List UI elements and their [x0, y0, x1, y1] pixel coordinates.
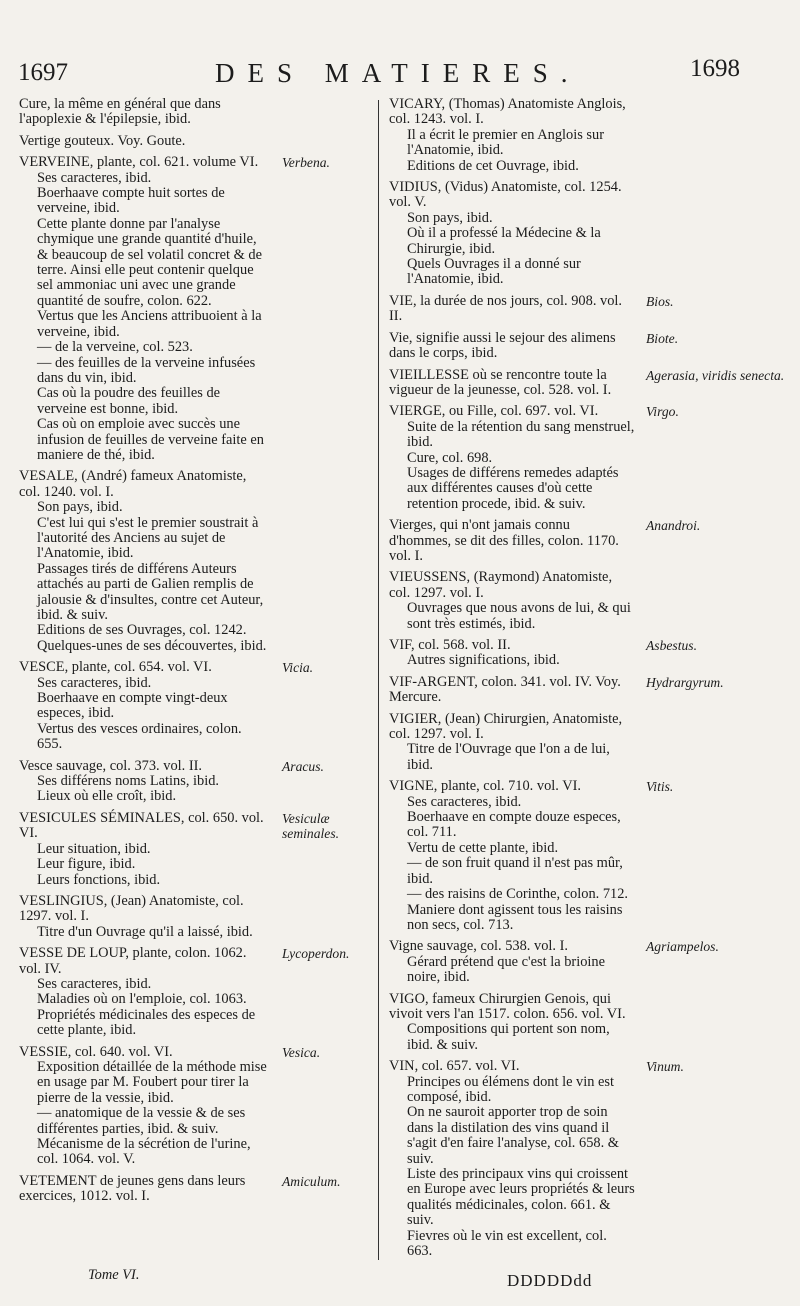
index-entry	[389, 712, 793, 774]
entry-heading: Vigne sauvage, col. 538. vol. I.	[389, 938, 568, 955]
entry-subitem: Compositions qui portent son nom, ibid. & suiv.	[407, 1021, 610, 1053]
entry-heading: VIERGE, ou Fille, col. 697. vol. VI.	[389, 403, 599, 420]
index-entry	[389, 992, 793, 1054]
latin-name: Agriampelos.	[646, 939, 719, 955]
right-column	[389, 97, 793, 1263]
column-divider	[378, 100, 379, 1260]
entry-subitem: Propriétés médicinales des especes de cette plante, ibid.	[37, 1006, 256, 1039]
entry-heading: VESICULES SÉMINALES, col. 650. vol. VI.	[19, 809, 264, 842]
index-entry	[19, 660, 377, 752]
entry-subitem: Passages tirés de différens Auteurs attachés au parti de Galien remplis de jalousie & d'insultes, contre cet Auteur, ibid. & suiv.	[37, 560, 264, 623]
index-entry	[389, 570, 793, 632]
entry-heading: Vesce sauvage, col. 373. vol. II.	[19, 757, 203, 774]
entry-heading: VESSE DE LOUP, plante, colon. 1062. vol. IV.	[19, 945, 247, 977]
entry-subitem: Suite de la rétention du sang menstruel, ibid.	[407, 418, 635, 451]
entry-heading: VESLINGIUS, (Jean) Anatomiste, col. 1297. vol. I.	[19, 892, 244, 925]
entry-subitem: Maladies où on l'emploie, col. 1063.	[37, 991, 247, 1008]
entry-heading: VIF, col. 568. vol. II.	[389, 637, 511, 653]
index-entry	[19, 946, 377, 1038]
index-entry	[389, 404, 793, 512]
volume-mark: Tome VI.	[88, 1267, 140, 1283]
entry-subitem: Mécanisme de la sécrétion de l'urine, col. 1064. vol. V.	[37, 1136, 251, 1168]
entry-subitem: Vertu de cette plante, ibid.	[407, 839, 559, 856]
entry-subitem: Vertus que les Anciens attribuoient à la verveine, ibid.	[37, 308, 262, 340]
entry-heading: VICARY, (Thomas) Anatomiste Anglois, col. 1243. vol. I.	[389, 96, 626, 128]
entry-subitem: Boerhaave en compte vingt-deux especes, ibid.	[37, 690, 228, 722]
entry-subitem: Maniere dont agissent tous les raisins non secs, col. 713.	[407, 901, 623, 933]
index-entry	[389, 675, 793, 706]
latin-name: Vinum.	[646, 1059, 684, 1075]
entry-heading: Cure, la même en général que dans l'apoplexie & l'épilepsie, ibid.	[19, 96, 221, 128]
index-entry	[19, 894, 377, 940]
entry-subitem: C'est lui qui s'est le premier soustrait à l'autorité des Anciens au sujet de l'Anatomie, ibid.	[37, 514, 259, 562]
latin-name: Virgo.	[646, 404, 679, 420]
entry-subitem: Quelques-unes de ses découvertes, ibid.	[37, 637, 267, 654]
left-column	[19, 97, 377, 1209]
entry-subitem: — des feuilles de la verveine infusées dans du vin, ibid.	[37, 354, 256, 386]
latin-name: Verbena.	[282, 155, 330, 171]
entry-subitem: Gérard prétend que c'est la brioine noire, ibid.	[407, 953, 605, 986]
entry-heading: VIGO, fameux Chirurgien Genois, qui vivoit vers l'an 1517. colon. 656. vol. VI.	[389, 990, 626, 1022]
index-entry	[389, 97, 793, 174]
index-entry	[19, 1174, 377, 1205]
entry-subitem: Cas où la poudre des feuilles de verveine est bonne, ibid.	[37, 385, 221, 417]
entry-heading: VIGIER, (Jean) Chirurgien, Anatomiste, col. 1297. vol. I.	[389, 710, 623, 743]
index-entry	[389, 939, 793, 985]
entry-subitem: — anatomique de la vessie & de ses différentes parties, ibid. & suiv.	[37, 1105, 246, 1137]
index-entry	[19, 97, 377, 128]
entry-subitem: Boerhaave en compte douze especes, col. 711.	[407, 809, 621, 841]
index-entry	[389, 638, 793, 669]
page-number-left: 1697	[18, 59, 68, 86]
entry-heading: VESCE, plante, col. 654. vol. VI.	[19, 659, 212, 676]
entry-heading: VIGNE, plante, col. 710. vol. VI.	[389, 778, 581, 795]
index-entry	[389, 294, 793, 325]
entry-subitem: On ne sauroit apporter trop de soin dans la distilation des vins quand il s'agit d'en faire l'analyse, col. 658. & suiv.	[407, 1104, 619, 1167]
entry-heading: VERVEINE, plante, col. 621. volume VI.	[19, 154, 259, 171]
entry-subitem: Boerhaave compte huit sortes de verveine, ibid.	[37, 185, 225, 217]
entry-heading: Vie, signifie aussi le sejour des alimens dans le corps, ibid.	[389, 329, 616, 362]
entry-subitem: Cure, col. 698.	[407, 449, 493, 466]
entry-subitem: Vertus des vesces ordinaires, colon. 655.	[37, 720, 242, 753]
entry-heading: VESALE, (André) fameux Anatomiste, col. 1240. vol. I.	[19, 468, 247, 500]
entry-subitem: Quels Ouvrages il a donné sur l'Anatomie, ibid.	[407, 256, 581, 288]
entry-subitem: Autres significations, ibid.	[407, 652, 560, 669]
index-entry	[19, 469, 377, 654]
entry-subitem: Titre de l'Ouvrage que l'on a de lui, ibid.	[407, 741, 610, 773]
entry-subitem: Lieux où elle croît, ibid.	[37, 788, 177, 805]
entry-heading: Vertige goutеux. Voy. Goute.	[19, 132, 186, 149]
entry-subitem: Cette plante donne par l'analyse chymique une grande quantité d'huile, & beaucoup de sel volatil concret & de terre. Ainsi elle peut contenir quelque sel ammoniac uni avec une grande quantité de soufre, colon. 622.	[37, 215, 262, 309]
entry-subitem: Editions de cet Ouvrage, ibid.	[407, 157, 579, 174]
latin-name: Aracus.	[282, 758, 324, 774]
latin-name: Vicia.	[282, 660, 314, 676]
latin-name: Amiculum.	[282, 1173, 341, 1189]
entry-subitem: Son pays, ibid.	[37, 499, 123, 516]
entry-subitem: Usages de différens remedes adaptés aux différentes causes d'où cette retention procede, ibid. & suiv.	[407, 464, 619, 512]
latin-name: Vesica.	[282, 1044, 321, 1060]
entry-subitem: Ouvrages que nous avons de lui, & qui sont très estimés, ibid.	[407, 600, 631, 632]
entry-subitem: Editions de ses Ouvrages, col. 1242.	[37, 622, 247, 639]
entry-subitem: — de la verveine, col. 523.	[37, 339, 193, 356]
entry-subitem: Ses caracteres, ibid.	[407, 793, 522, 810]
index-entry	[389, 180, 793, 288]
entry-subitem: Il a écrit le premier en Anglois sur l'Anatomie, ibid.	[407, 126, 605, 159]
latin-name: Anandroi.	[646, 518, 701, 534]
index-entry	[389, 368, 793, 399]
page-number-right: 1698	[690, 55, 740, 82]
entry-subitem: — des raisins de Corinthe, colon. 712.	[407, 886, 629, 903]
entry-subitem: Ses différens noms Latins, ibid.	[37, 773, 219, 790]
entry-subitem: Exposition détaillée de la méthode mise en usage par M. Foubert pour tirer la pierre de la vessie, ibid.	[37, 1058, 267, 1106]
entry-heading: VESSIE, col. 640. vol. VI.	[19, 1043, 173, 1060]
index-entry	[389, 518, 793, 564]
signature-mark: DDDDDdd	[507, 1271, 593, 1290]
index-entry	[389, 779, 793, 933]
entry-subitem: Liste des principaux vins qui croissent en Europe avec leurs propriétés & leurs qualités médicinales, colon. 661. & suiv.	[407, 1166, 635, 1229]
entry-heading: VETEMENT de jeunes gens dans leurs exercices, 1012. vol. I.	[19, 1172, 246, 1205]
entry-heading: VIEUSSENS, (Raymond) Anatomiste, col. 1297. vol. I.	[389, 569, 613, 601]
running-title: DES MATIERES.	[215, 58, 581, 88]
index-entry	[389, 1059, 793, 1259]
index-entry	[19, 759, 377, 805]
index-entry	[19, 155, 377, 463]
entry-subitem: Ses caracteres, ibid.	[37, 674, 152, 691]
latin-name: Agerasia, viridis senecta.	[646, 367, 785, 383]
entry-heading: VIE, la durée de nos jours, col. 908. vol. II.	[389, 292, 622, 325]
index-entry	[19, 811, 377, 888]
entry-subitem: Où il a professé la Médecine & la Chirurgie, ibid.	[407, 225, 601, 257]
entry-heading: VIDIUS, (Vidus) Anatomiste, col. 1254. vol. V.	[389, 179, 622, 211]
latin-name: Hydrargyrum.	[646, 674, 724, 690]
entry-subitem: Fievres où le vin est excellent, col. 663.	[407, 1227, 607, 1260]
entry-subitem: Leurs fonctions, ibid.	[37, 871, 161, 888]
entry-subitem: Leur figure, ibid.	[37, 856, 136, 873]
latin-name: Lycoperdon.	[282, 946, 350, 962]
latin-name: Asbestus.	[646, 638, 697, 653]
entry-subitem: Titre d'un Ouvrage qu'il a laissé, ibid.	[37, 923, 253, 940]
entry-subitem: Principes ou élémens dont le vin est composé, ibid.	[407, 1073, 615, 1105]
entry-subitem: Cas où on emploie avec succès une infusion de feuilles de verveine faite en maniere de thé, ibid.	[37, 416, 264, 463]
entry-heading: Vierges, qui n'ont jamais connu d'hommes, se dit des filles, colon. 1170. vol. I.	[389, 517, 619, 564]
index-entry	[19, 134, 377, 149]
entry-subitem: Leur situation, ibid.	[37, 840, 151, 857]
entry-subitem: — de son fruit quand il n'est pas mûr, ibid.	[407, 855, 623, 887]
index-entry	[19, 1045, 377, 1168]
entry-subitem: Ses caracteres, ibid.	[37, 975, 152, 992]
latin-name: Vesiculæ seminales.	[282, 810, 340, 842]
entry-heading: VIN, col. 657. vol. VI.	[389, 1058, 520, 1075]
latin-name: Vitis.	[646, 779, 674, 795]
index-entry	[389, 331, 793, 362]
entry-subitem: Son pays, ibid.	[407, 209, 493, 226]
entry-subitem: Ses caracteres, ibid.	[37, 169, 152, 186]
entry-heading: VIF-ARGENT, colon. 341. vol. IV. Voy. Mercure.	[389, 673, 621, 706]
latin-name: Biote.	[646, 330, 679, 346]
latin-name: Bios.	[646, 293, 674, 309]
entry-heading: VIEILLESSE où se rencontre toute la vigueur de la jeunesse, col. 528. vol. I.	[389, 366, 612, 398]
